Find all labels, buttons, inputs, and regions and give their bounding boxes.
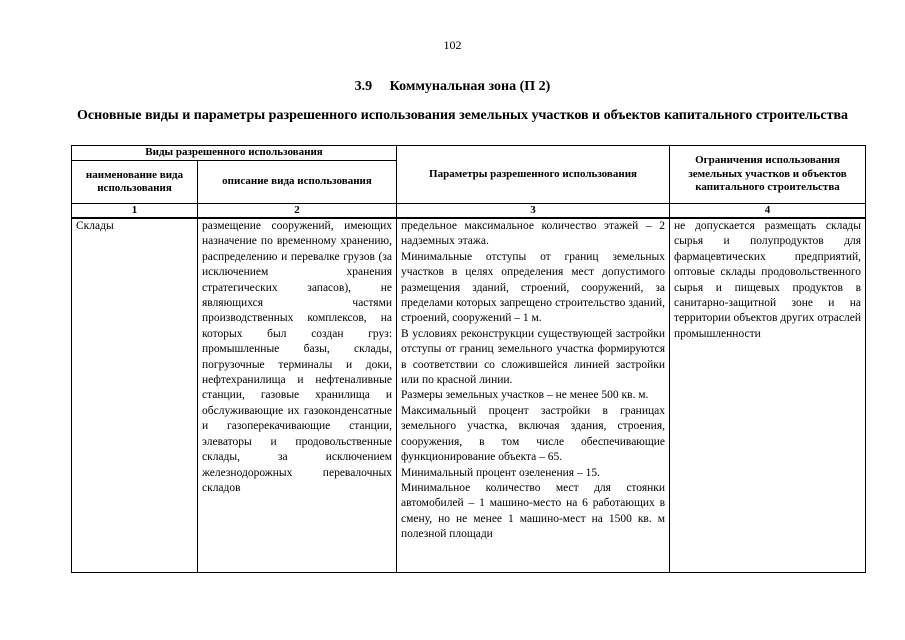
parameter-paragraph: Размеры земельных участков – не менее 500 кв. м. [401, 389, 649, 402]
column-number: 1 [72, 204, 198, 219]
section-title [0, 79, 905, 95]
parameter-paragraph: предельное максимальное количество этажей – 2 надземных этажа. [401, 220, 666, 248]
parameter-paragraph: В условиях реконструкции существующей застройки отступы от границ земельного участка формируются в соответствии со сложившейся линией застройки или по красной линии. [401, 327, 666, 387]
header-restrictions: Ограничения использования земельных участков и объектов капитального строительства [670, 146, 866, 204]
parameter-paragraph: Минимальное количество мест для стоянки автомобилей – 1 машино-место на 6 работающих в смену, но не менее 1 машино-мест на 1500 кв. м полезной площади [401, 481, 666, 541]
column-number: 3 [397, 204, 670, 219]
parameter-paragraph: Минимальный процент озеленения – 15. [401, 466, 600, 479]
column-number: 4 [670, 204, 866, 219]
parameter-paragraph: Минимальные отступы от границ земельных участков в целях определения мест допустимого размещения зданий, строений, сооружений, за пределами которых запрещено строительство зданий, строений, сооружений – 1 м. [401, 250, 666, 325]
use-description-text: размещение сооружений, имеющих назначение по временному хранению, распределению и перевалке грузов (за исключением хранения стратегических запасов), не являющихся частями производственных комплексов, на которых был создан груз: промышленные базы, склады, погрузочные терминалы и доки, нефтехранилища и нефтеналивные станции, газовые хранилища и обслуживающие их газоконденсатные и газоперекачивающие станции, элеваторы и продовольственные склады, за исключением железнодорожных перевалочных складов [202, 220, 393, 494]
header-use-description: описание вида использования [198, 161, 397, 204]
restrictions-cell [670, 218, 866, 573]
document-heading: Основные виды и параметры разрешенного использования земельных участков и объектов капитального строительства [77, 108, 849, 123]
header-parameters: Параметры разрешенного использования [397, 146, 670, 204]
use-name-cell: Склады [72, 218, 198, 573]
land-use-table [71, 145, 866, 573]
table-header-row [72, 146, 866, 161]
section-number: 3.9 [354, 79, 373, 94]
table-row [72, 218, 866, 573]
page-number: 102 [443, 38, 462, 52]
parameters-cell [397, 218, 670, 573]
use-description-cell [198, 218, 397, 573]
column-number-row [72, 204, 866, 219]
header-use-name: наименование вида использования [72, 161, 198, 204]
header-permitted-use-types: Виды разрешенного использования [72, 146, 397, 161]
parameter-paragraph: Максимальный процент застройки в границах земельного участка, включая здания, строения, сооружения, в том числе обеспечивающие функционирование объекта – 65. [401, 404, 666, 464]
column-number: 2 [198, 204, 397, 219]
restrictions-text: не допускается размещать склады сырья и полупродуктов для фармацевтических предприятий, оптовые склады продовольственного сырья и пищевых продуктов в санитарно-защитной зоне и на территории объектов других отраслей промышленности [674, 220, 862, 340]
section-name: Коммунальная зона (П 2) [389, 79, 551, 94]
